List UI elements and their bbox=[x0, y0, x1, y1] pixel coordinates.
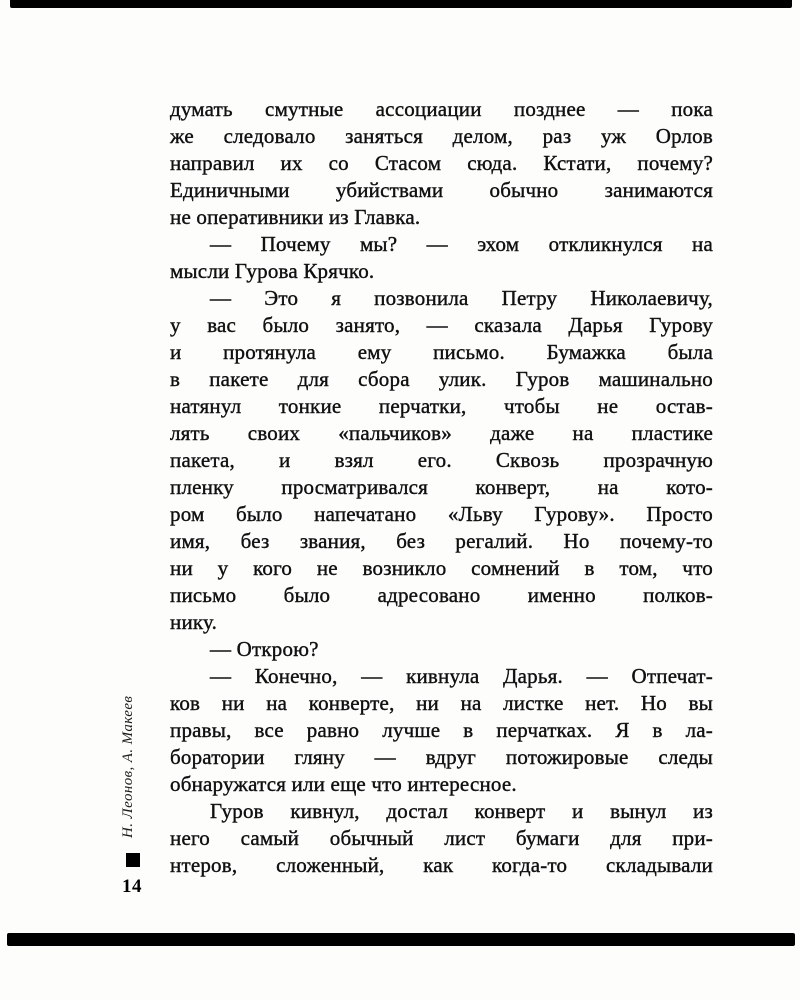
text-line: думать смутные ассоциации позднее — пока bbox=[170, 97, 713, 121]
text-line: не оперативники из Главка. bbox=[170, 205, 421, 229]
text-line: имя, без звания, без регалий. Но почему-то bbox=[170, 529, 713, 553]
scan-edge-top bbox=[10, 0, 792, 8]
text-line: — Конечно, — кивнула Дарья. — Отпечат- bbox=[210, 664, 713, 688]
paragraph bbox=[170, 96, 713, 231]
text-line: ков ни на конверте, ни на листке нет. Но вы bbox=[170, 691, 713, 715]
paragraph bbox=[170, 231, 713, 285]
text-line: мысли Гурова Крячко. bbox=[170, 259, 375, 283]
text-line: нтеров, сложенный, как когда-то складывали bbox=[170, 853, 713, 877]
text-line: обнаружатся или еще что интересное. bbox=[170, 772, 517, 796]
text-line: лять своих «пальчиков» даже на пластике bbox=[170, 421, 713, 445]
text-line: — Открою? bbox=[210, 637, 319, 661]
text-line: у вас было занято, — сказала Дарья Гурову bbox=[170, 313, 713, 337]
text-line: Единичными убийствами обычно занимаются bbox=[170, 178, 713, 202]
text-line: натянул тонкие перчатки, чтобы не остав- bbox=[170, 394, 713, 418]
scan-edge-bottom bbox=[7, 933, 795, 946]
text-line: в пакете для сбора улик. Гуров машинально bbox=[170, 367, 713, 391]
text-line: направил их со Стасом сюда. Кстати, почему? bbox=[170, 151, 713, 175]
page-text bbox=[170, 96, 713, 879]
text-line: — Почему мы? — эхом откликнулся на bbox=[210, 232, 713, 256]
text-line: письмо было адресовано именно полков- bbox=[170, 583, 713, 607]
text-line: него самый обычный лист бумаги для при- bbox=[170, 826, 713, 850]
paragraph bbox=[170, 636, 713, 663]
text-line: правы, все равно лучше в перчатках. Я в ла- bbox=[170, 718, 713, 742]
text-line: боратории гляну — вдруг потожировые следы bbox=[170, 745, 713, 769]
text-line: же следовало заняться делом, раз уж Орлов bbox=[170, 124, 713, 148]
paragraph bbox=[170, 285, 713, 636]
text-line: пленку просматривался конверт, на кото- bbox=[170, 475, 713, 499]
text-line: пакета, и взял его. Сквозь прозрачную bbox=[170, 448, 713, 472]
page-number: 14 bbox=[122, 876, 142, 897]
text-line: нику. bbox=[170, 610, 218, 634]
paragraph bbox=[170, 663, 713, 798]
author-sidebar: Н. Леонов, А. Макеев bbox=[120, 695, 136, 839]
text-line: ни у кого не возникло сомнений в том, что bbox=[170, 556, 713, 580]
text-line: Гуров кивнул, достал конверт и вынул из bbox=[210, 799, 713, 823]
text-line: — Это я позвонила Петру Николаевичу, bbox=[210, 286, 713, 310]
text-line: ром было напечатано «Льву Гурову». Просто bbox=[170, 502, 713, 526]
text-line: и протянула ему письмо. Бумажка была bbox=[170, 340, 713, 364]
paragraph bbox=[170, 798, 713, 879]
series-marker-square bbox=[126, 853, 140, 867]
